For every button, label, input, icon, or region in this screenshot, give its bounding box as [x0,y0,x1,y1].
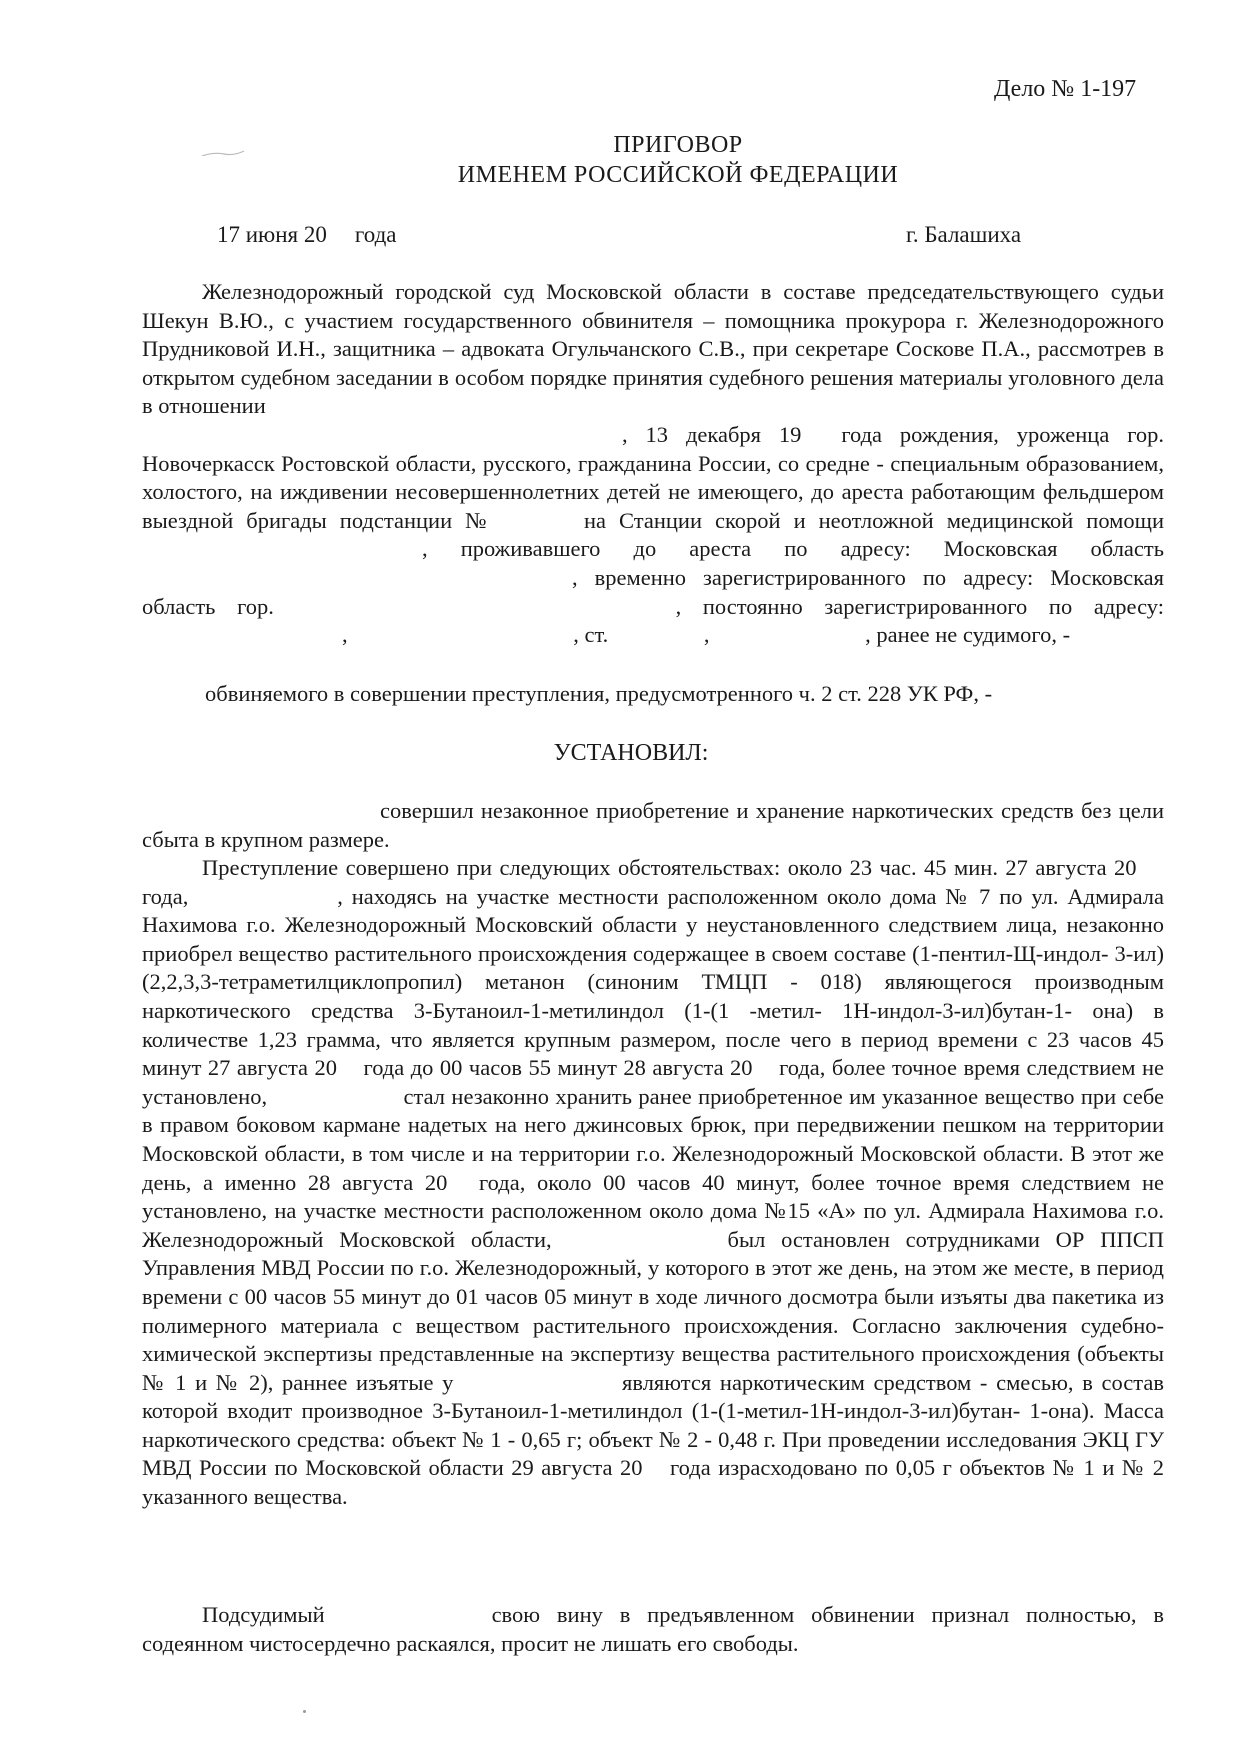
circumstances-text-3: , находясь на участке местности расположенном около дома № 7 по ул. Адмирала Нахимова г.о. Железнодорожный Московский области у неустановленного следствием лица, незаконно приобрел вещество растительного происхождения содержащее в своем составе (1-пентил-Щ-индол- 3-ил)(2,2,3,3-тетраметилциклопропил) метанон (синоним ТМЦП - 018) являющегося производным наркотического средства 3-Бутаноил-1-метилиндол (1-(1 -метил- 1Н-индол-3-ил)бутан-1- она) в количестве 1,23 грамма, что является крупным размером, после чего в период времени с 23 часов 45 минут 27 августа 20 [142,883,1164,1081]
defendant-workplace: на Станции скорой и неотложной медицинской помощи [584,507,1165,533]
defendant-plea [142,1601,1164,1658]
circumstances-text-10: года израсходовано по 0,05 г объектов № 1 и № 2 указанного вещества. [142,1455,1165,1510]
defendant-details [142,421,1164,650]
circumstances-text-5: года, более точное время следствием не установлено, [142,1055,1165,1109]
verdict-date-day: 17 июня 20 [217,222,327,247]
charge-line: обвиняемого в совершении преступления, предусмотренного ч. 2 ст. 228 УК РФ, - [205,681,993,706]
verdict-date [217,222,397,248]
defendant-temp-registration: , временно зарегистрированного по адресу: Московская область гор. [142,564,1164,619]
offense-circumstances [142,854,1164,1512]
circumstances-text-8: был остановлен сотрудниками ОР ППСП Управления МВД России по г.о. Железнодорожный, у которого в этот же день, на этом же месте, в период времени с 00 часов 55 минут до 01 часов 05 минут в ходе личного досмотра были изъяты два пакетика из полимерного материала с веществом растительного происхождения. Согласно заключения судебно-химической экспертизы представленные на экспертизу вещества растительного происхождения (объекты № 1 и № 2), раннее изъятые у [142,1226,1164,1395]
document-title: ПРИГОВОР [613,132,743,158]
defendant-address-label: , проживавшего до ареста по адресу: Московская область [422,536,1164,562]
circumstances-text-9: являются наркотическим средством - смесью, в состав которой входит производное 3-Бутаноил-1-метилиндол (1-(1-метил-1Н-индол-3-ил)бутан- 1-она). Масса наркотического средства: объект № 1 - 0,65 г; объект № 2 - 0,48 г. При проведении исследования ЭКЦ ГУ МВД России по Московской области 29 августа 20 [142,1369,1164,1481]
comma: , [342,622,348,648]
intro-paragraph [142,278,1164,421]
no-prior-conviction: , ранее не судимого, - [865,622,1071,648]
circumstances-text-1: Преступление совершено при следующих обстоятельствах: около 23 час. 45 мин. 27 августа 20 [202,855,1137,880]
scan-dot [303,1710,306,1713]
established-summary [142,797,1164,854]
circumstances-text-2: года, [142,883,189,909]
circumstances-text-7: года, около 00 часов 40 минут, более точное время следствием не установлено, на участке местности расположенном около дома №15 «А» по ул. Адмирала Нахимова г.о. Железнодорожный Московской области, [142,1169,1164,1252]
case-number: Дело № 1-197 [994,76,1137,102]
verdict-city: г. Балашиха [906,222,1022,247]
circumstances-text-4: года до 00 часов 55 минут 28 августа 20 [363,1055,753,1081]
verdict-date-year-word: года [354,222,397,247]
offense-summary: совершил незаконное приобретение и хранение наркотических средств без цели сбыта в крупном размере. [142,798,1164,852]
defendant-birth-info: года рождения, уроженца гор. Новочеркасск Ростовской области, русского, гражданина России, со средне - специальным образованием, холостого, на иждивении несовершеннолетних детей не имеющего, до ареста работающим фельдшером выездной бригады подстанции № [142,422,1164,533]
plea-text: свою вину в предъявленном обвинении признал полностью, в содеянном чистосердечно раскаялся, просит не лишать его свободы. [142,1602,1165,1656]
established-heading: УСТАНОВИЛ: [553,740,709,766]
station-abbrev: , ст. [573,622,609,648]
document-subtitle: ИМЕНЕМ РОССИЙСКОЙ ФЕДЕРАЦИИ [457,162,899,188]
intro-text: Железнодорожный городской суд Московской области в составе председательствующего судьи Шекун В.Ю., с участием государственного обвинителя – помощника прокурора г. Железнодорожного Прудниковой И.Н., защитника – адвоката Огульчанского С.В., при секретаре Соскове П.А., рассмотрев в открытом судебном заседании в особом порядке принятия судебного решения материалы уголовного дела в отношении [142,279,1164,419]
circumstances-text-6: стал незаконно хранить ранее приобретенное им указанное вещество при себе в правом боковом кармане надетых на него джинсовых брюк, при передвижении пешком на территории Московской области, в том числе и на территории г.о. Железнодорожный Московской области. В этот же день, а именно 28 августа 20 [142,1083,1164,1195]
defendant-permanent-registration: , постоянно зарегистрированного по адресу: [675,593,1165,619]
comma: , [703,622,710,648]
plea-label: Подсудимый [202,1602,325,1627]
defendant-birth-date: , 13 декабря 19 [622,422,802,447]
